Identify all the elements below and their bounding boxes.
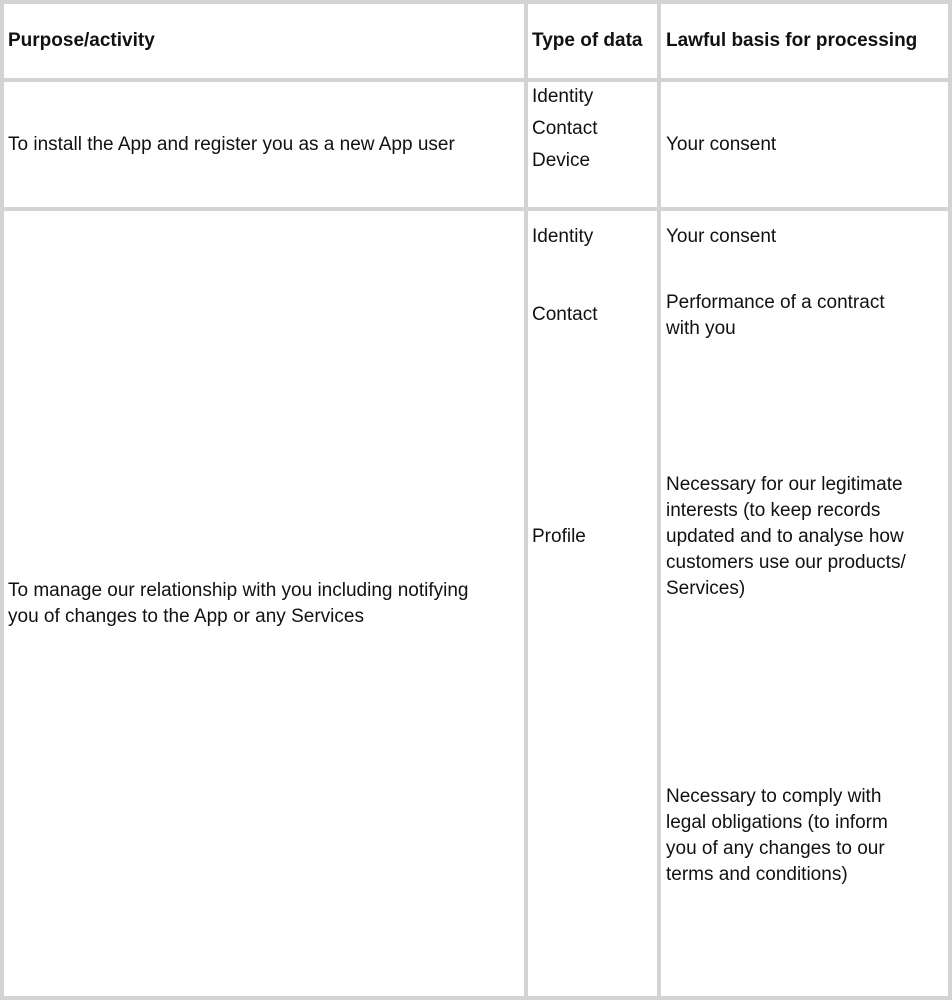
row2-purpose-text: To manage our relationship with you including notifying you of changes to the App or any Services [8,580,469,627]
row2-cell-type [528,211,657,996]
column-header-basis: Lawful basis for processing [666,30,918,51]
column-header-type: Type of data [532,30,643,51]
row2-type-contact: Contact [532,304,598,325]
row1-type-contact: Contact [532,118,598,139]
row1-purpose-text: To install the App and register you as a new App user [8,134,455,155]
row2-type-identity: Identity [532,226,594,247]
row2-basis-legitimate-interests: Necessary for our legitimate interests (to keep records updated and to analyse how customers use our products/ Services) [666,474,906,599]
row1-type-device: Device [532,150,591,171]
row2-basis-contract: Performance of a contract with you [666,292,885,339]
row2-type-profile: Profile [532,526,586,547]
row2-basis-consent: Your consent [666,226,777,247]
row1-basis-consent: Your consent [666,134,777,155]
row1-type-identity: Identity [532,86,594,107]
row2-basis-legal-obligations: Necessary to comply with legal obligations (to inform you of any changes to our terms and conditions) [666,786,888,885]
column-header-purpose: Purpose/activity [8,30,155,51]
